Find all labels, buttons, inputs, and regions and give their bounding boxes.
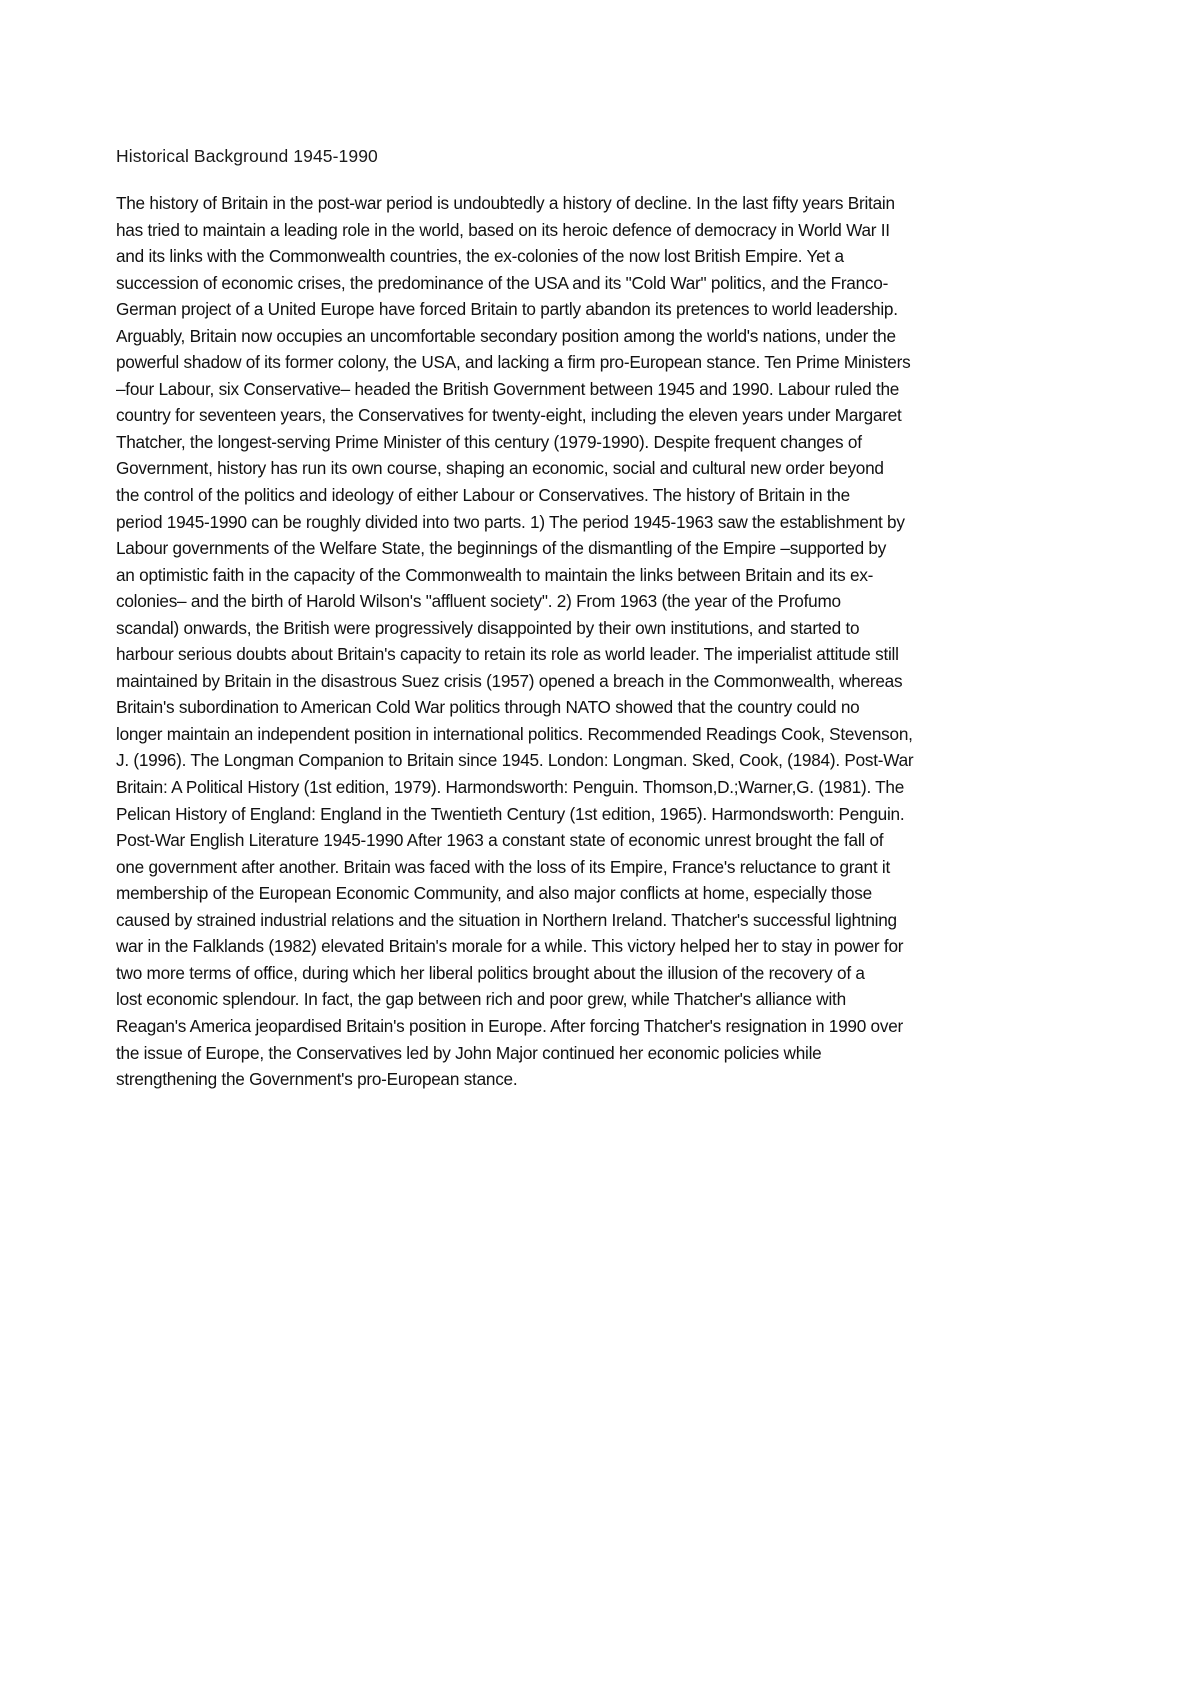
body-line: –four Labour, six Conservative– headed the British Government between 1945 and 1990. Labour ruled the <box>116 378 900 399</box>
body-line: harbour serious doubts about Britain's capacity to retain its role as world leader. The imperialist attitude still <box>116 644 899 665</box>
body-line: Britain: A Political History (1st edition, 1979). Harmondsworth: Penguin. Thomson,D.;Warner,G. (1981). The <box>116 777 905 798</box>
body-line: Government, history has run its own course, shaping an economic, social and cultural new order beyond <box>116 458 884 479</box>
body-line: membership of the European Economic Community, and also major conflicts at home, especially those <box>116 883 872 904</box>
body-line: lost economic splendour. In fact, the gap between rich and poor grew, while Thatcher's alliance with <box>116 989 846 1010</box>
body-line: succession of economic crises, the predominance of the USA and its "Cold War" politics, and the Franco- <box>116 272 889 293</box>
body-line: war in the Falklands (1982) elevated Britain's morale for a while. This victory helped her to stay in power for <box>116 936 904 957</box>
body-line: Labour governments of the Welfare State, the beginnings of the dismantling of the Empire –supported by <box>116 538 887 559</box>
body-line: Pelican History of England: England in the Twentieth Century (1st edition, 1965). Harmondsworth: Penguin. <box>116 803 905 824</box>
body-line: caused by strained industrial relations and the situation in Northern Ireland. Thatcher's successful lightning <box>116 909 897 930</box>
body-line: scandal) onwards, the British were progressively disappointed by their own institutions, and started to <box>116 617 860 638</box>
body-line: strengthening the Government's pro-European stance. <box>116 1069 518 1090</box>
document-title: Historical Background 1945-1990 <box>116 146 378 166</box>
body-line: Arguably, Britain now occupies an uncomfortable secondary position among the world's nations, under the <box>116 325 896 346</box>
body-line: an optimistic faith in the capacity of the Commonwealth to maintain the links between Britain and its ex- <box>116 564 874 585</box>
body-line: two more terms of office, during which her liberal politics brought about the illusion of the recovery of a <box>116 962 865 983</box>
body-line: Reagan's America jeopardised Britain's position in Europe. After forcing Thatcher's resignation in 1990 over <box>116 1015 903 1036</box>
body-line: Post-War English Literature 1945-1990 After 1963 a constant state of economic unrest brought the fall of <box>116 830 884 851</box>
body-line: Thatcher, the longest-serving Prime Minister of this century (1979-1990). Despite frequent changes of <box>116 431 862 452</box>
document-body <box>116 190 1096 1093</box>
body-line: J. (1996). The Longman Companion to Britain since 1945. London: Longman. Sked, Cook, (1984). Post-War <box>116 750 914 771</box>
body-line: colonies– and the birth of Harold Wilson's "affluent society". 2) From 1963 (the year of the Profumo <box>116 591 841 612</box>
body-line: has tried to maintain a leading role in the world, based on its heroic defence of democracy in World War II <box>116 219 890 240</box>
body-line: Britain's subordination to American Cold War politics through NATO showed that the country could no <box>116 697 860 718</box>
body-line: the control of the politics and ideology of either Labour or Conservatives. The history of Britain in the <box>116 485 850 506</box>
body-line: powerful shadow of its former colony, the USA, and lacking a firm pro-European stance. Ten Prime Ministers <box>116 352 911 373</box>
body-line: maintained by Britain in the disastrous Suez crisis (1957) opened a breach in the Commonwealth, whereas <box>116 670 903 691</box>
body-line: one government after another. Britain was faced with the loss of its Empire, France's reluctance to grant it <box>116 856 890 877</box>
body-line: country for seventeen years, the Conservatives for twenty-eight, including the eleven years under Margaret <box>116 405 902 426</box>
body-line: German project of a United Europe have forced Britain to partly abandon its pretences to world leadership. <box>116 299 898 320</box>
body-line: and its links with the Commonwealth countries, the ex-colonies of the now lost British Empire. Yet a <box>116 246 844 267</box>
body-line: longer maintain an independent position in international politics. Recommended Readings Cook, Stevenson, <box>116 723 913 744</box>
body-line: period 1945-1990 can be roughly divided into two parts. 1) The period 1945-1963 saw the establishment by <box>116 511 905 532</box>
body-line: The history of Britain in the post-war period is undoubtedly a history of decline. In the last fifty years Britain <box>116 193 895 213</box>
body-line: the issue of Europe, the Conservatives led by John Major continued her economic policies while <box>116 1042 822 1063</box>
